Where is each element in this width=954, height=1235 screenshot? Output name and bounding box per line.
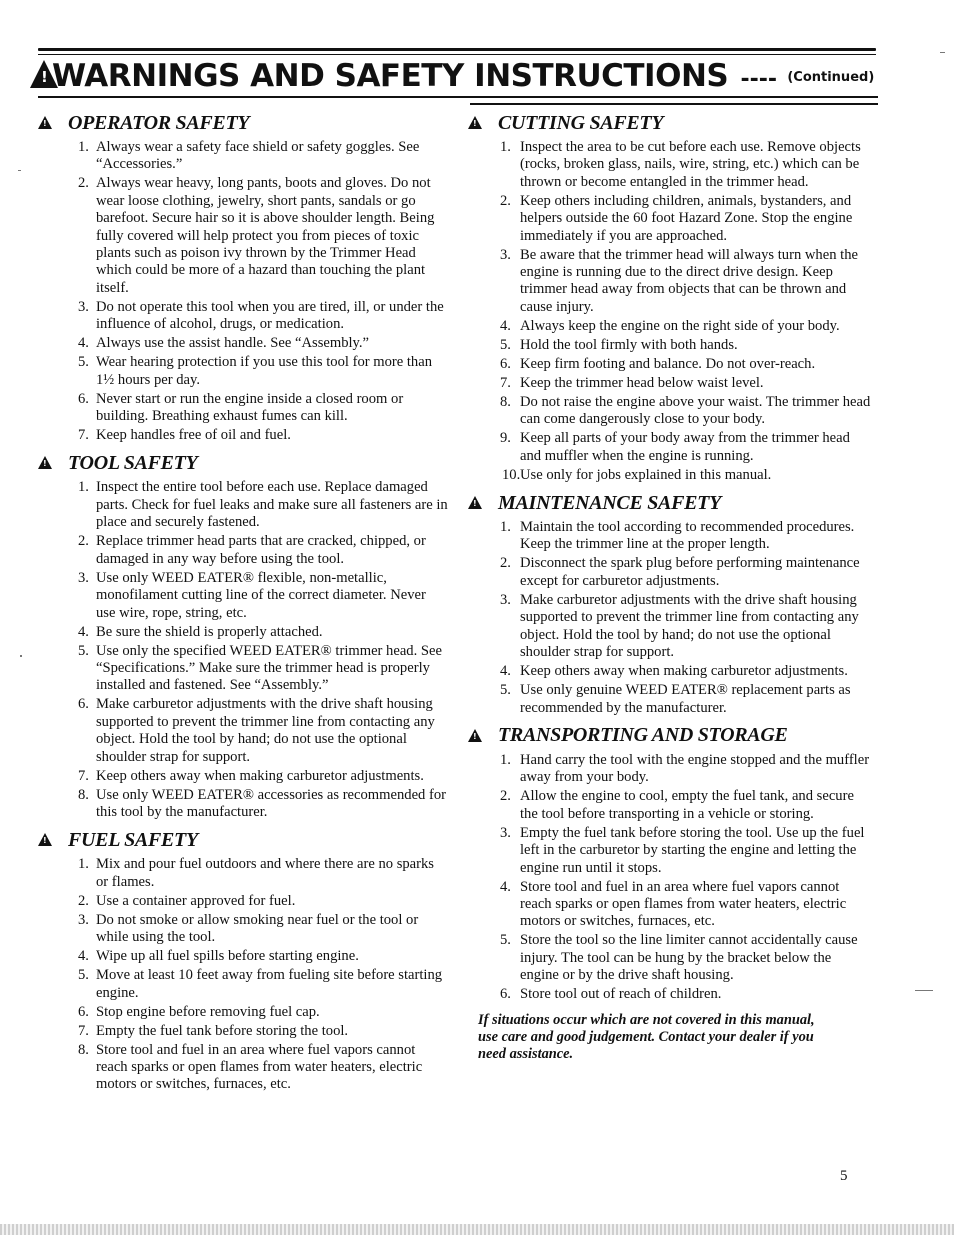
- right-column-rule: [470, 103, 878, 105]
- item-text: Always keep the engine on the right side of your body.: [520, 317, 840, 334]
- item-text: Do not operate this tool when you are tired, ill, or under the influence of alcohol, drugs, or medication.: [96, 298, 444, 333]
- item-number: 1.: [500, 519, 511, 536]
- item-number: 2.: [78, 533, 89, 550]
- item-text: Never start or run the engine inside a closed room or building. Breathing exhaust fumes can kill.: [96, 390, 404, 425]
- item-number: 5.: [500, 932, 511, 949]
- item-number: 10.: [502, 466, 521, 483]
- margin-mark: [18, 170, 21, 171]
- section-title: TRANSPORTING AND STORAGE: [498, 724, 788, 747]
- item-text: Store tool and fuel in an area where fuel vapors cannot reach sparks or open flames from water heaters, electric motors or switches, furnaces, etc.: [96, 1041, 423, 1093]
- list-item: [38, 893, 448, 910]
- section-operator-safety: [38, 110, 448, 444]
- list-item: [468, 375, 873, 392]
- list-item: [38, 967, 448, 1002]
- item-number: 2.: [500, 192, 511, 209]
- item-text: Keep others away when making carburetor adjustments.: [96, 767, 424, 784]
- item-number: 1.: [78, 479, 89, 496]
- item-number: 6.: [500, 986, 511, 1003]
- item-text: Keep others away when making carburetor adjustments.: [520, 663, 848, 680]
- list-item: [468, 592, 873, 662]
- list-item: [38, 787, 448, 822]
- list-item: [468, 519, 873, 554]
- item-text: Use only WEED EATER® flexible, non-metallic, monofilament cutting line of the correct diameter. Never use wire, rope, string, etc.: [96, 569, 426, 621]
- item-number: 1.: [500, 139, 511, 155]
- item-number: 5.: [78, 967, 89, 984]
- list-item: [38, 479, 448, 531]
- item-number: 3.: [500, 591, 511, 608]
- instruction-list: [38, 479, 448, 821]
- list-item: [38, 1042, 448, 1094]
- list-item: [38, 912, 448, 947]
- item-text: Do not smoke or allow smoking near fuel or the tool or while using the tool.: [96, 911, 419, 946]
- item-text: Make carburetor adjustments with the drive shaft housing supported to prevent the trimmer line from contacting any object. Hold the tool by hand; do not use the optional shoulder strap for support.: [96, 696, 435, 765]
- warning-triangle-icon: [38, 456, 52, 470]
- list-item: [468, 394, 873, 429]
- item-number: 7.: [78, 1022, 89, 1039]
- instruction-list: [468, 752, 873, 1004]
- list-item: [38, 391, 448, 426]
- list-item: [468, 788, 873, 823]
- item-text: Always wear a safety face shield or safety goggles. See “Accessories.”: [96, 139, 420, 173]
- item-text: Store tool and fuel in an area where fuel vapors cannot reach sparks or open flames from water heaters, electric motors or switches, furnaces, etc.: [520, 878, 847, 930]
- item-number: 6.: [78, 390, 89, 407]
- list-item: [38, 696, 448, 766]
- item-number: 6.: [78, 1003, 89, 1020]
- item-text: Keep all parts of your body away from the trimmer head and muffler when the engine is running.: [520, 430, 850, 464]
- list-item: [468, 663, 873, 680]
- item-text: Keep the trimmer head below waist level.: [520, 374, 764, 391]
- item-number: 2.: [78, 892, 89, 909]
- item-text: Replace trimmer head parts that are cracked, chipped, or damaged in any way before using the tool.: [96, 533, 426, 567]
- item-text: Hold the tool firmly with both hands.: [520, 336, 738, 353]
- section-header: [468, 490, 873, 516]
- item-text: Maintain the tool according to recommended procedures. Keep the trimmer line at the proper length.: [520, 519, 855, 553]
- item-number: 8.: [500, 393, 511, 410]
- item-text: Stop engine before removing fuel cap.: [96, 1003, 320, 1020]
- item-number: 4.: [500, 317, 511, 334]
- list-item: [468, 356, 873, 373]
- section-header: [38, 110, 448, 136]
- list-item: [38, 299, 448, 334]
- list-item: [468, 682, 873, 717]
- item-number: 3.: [78, 569, 89, 586]
- item-number: 5.: [78, 354, 89, 371]
- list-item: [468, 430, 873, 465]
- list-item: [468, 467, 873, 484]
- item-number: 1.: [78, 139, 89, 155]
- item-number: 4.: [78, 948, 89, 965]
- item-text: Mix and pour fuel outdoors and where there are no sparks or flames.: [96, 856, 434, 890]
- margin-mark: [915, 990, 933, 991]
- warning-triangle-icon: [468, 729, 482, 743]
- section-title: CUTTING SAFETY: [498, 111, 664, 134]
- item-text: Use only WEED EATER® accessories as recommended for this tool by the manufacturer.: [96, 786, 447, 820]
- section-header: [468, 110, 873, 136]
- section-title: FUEL SAFETY: [68, 828, 198, 851]
- item-number: 3.: [78, 911, 89, 928]
- page-bottom-edge: [0, 1224, 954, 1235]
- item-text: Inspect the entire tool before each use. Replace damaged parts. Check for fuel leaks and make sure all fasteners are in place and securely fastened.: [96, 479, 448, 531]
- item-text: Do not raise the engine above your waist. The trimmer head can come dangerously close to your body.: [520, 393, 871, 428]
- item-text: Be sure the shield is properly attached.: [96, 623, 323, 640]
- section-maintenance-safety: [468, 490, 873, 717]
- item-number: 1.: [500, 751, 511, 768]
- list-item: [468, 193, 873, 245]
- warning-triangle-icon: [468, 496, 482, 510]
- item-text: Empty the fuel tank before storing the tool. Use up the fuel left in the carburetor by starting the engine and letting the engine run until it stops.: [520, 824, 865, 876]
- item-text: Inspect the area to be cut before each use. Remove objects (rocks, broken glass, nails, wire, string, etc.) which can be thrown or become entangled in the trimmer head.: [520, 139, 861, 190]
- list-item: [38, 1023, 448, 1040]
- section-fuel-safety: [38, 827, 448, 1093]
- instruction-list: [38, 856, 448, 1093]
- right-column: [468, 110, 873, 1064]
- margin-mark: [940, 52, 945, 53]
- item-number: 2.: [500, 555, 511, 572]
- section-tool-safety: [38, 450, 448, 821]
- list-item: [38, 948, 448, 965]
- item-number: 4.: [500, 878, 511, 895]
- list-item: [38, 139, 448, 174]
- section-title: OPERATOR SAFETY: [68, 111, 250, 134]
- list-item: [468, 337, 873, 354]
- item-text: Be aware that the trimmer head will always turn when the engine is running due to the direct drive design. Keep trimmer head away from objects that can be thrown and cause injury.: [520, 246, 858, 315]
- instruction-list: [468, 519, 873, 717]
- item-text: Allow the engine to cool, empty the fuel tank, and secure the tool before transporting in a vehicle or storing.: [520, 788, 854, 822]
- warning-triangle-icon: [38, 116, 52, 130]
- margin-mark: [20, 655, 22, 657]
- list-item: [468, 247, 873, 317]
- list-item: [468, 986, 873, 1003]
- page-title-text: WARNINGS AND SAFETY INSTRUCTIONS: [52, 58, 729, 94]
- list-item: [38, 570, 448, 622]
- section-title: MAINTENANCE SAFETY: [498, 491, 721, 514]
- section-cutting-safety: [468, 110, 873, 484]
- item-text: Store tool out of reach of children.: [520, 986, 722, 1003]
- item-text: Wear hearing protection if you use this tool for more than 1½ hours per day.: [96, 354, 433, 388]
- instruction-list: [468, 139, 873, 484]
- header-rule-thin: [38, 54, 876, 55]
- item-number: 7.: [500, 374, 511, 391]
- item-text: Hand carry the tool with the engine stopped and the muffler away from your body.: [520, 751, 870, 786]
- item-text: Keep handles free of oil and fuel.: [96, 427, 291, 444]
- list-item: [38, 335, 448, 352]
- list-item: [38, 643, 448, 695]
- list-item: [38, 1004, 448, 1021]
- list-item: [468, 825, 873, 877]
- list-item: [38, 354, 448, 389]
- item-number: 9.: [500, 430, 511, 447]
- item-number: 7.: [78, 427, 89, 444]
- item-number: 3.: [500, 824, 511, 841]
- section-header: [38, 450, 448, 476]
- list-item: [468, 318, 873, 335]
- item-text: Use only genuine WEED EATER® replacement parts as recommended by the manufacturer.: [520, 682, 851, 716]
- right-sections: [468, 110, 873, 1004]
- item-number: 6.: [78, 696, 89, 713]
- section-title: TOOL SAFETY: [68, 451, 198, 474]
- item-number: 4.: [500, 663, 511, 680]
- left-column: [38, 110, 448, 1100]
- section-transporting-safety: [468, 723, 873, 1004]
- item-number: 8.: [78, 1041, 89, 1058]
- warning-triangle-icon: [30, 60, 58, 88]
- item-text: Wipe up all fuel spills before starting engine.: [96, 948, 359, 965]
- title-underline: [38, 96, 878, 98]
- title-continued: (Continued): [787, 70, 875, 85]
- item-number: 5.: [78, 642, 89, 659]
- page-number: 5: [840, 1168, 848, 1184]
- list-item: [38, 175, 448, 297]
- item-number: 4.: [78, 335, 89, 352]
- item-number: 6.: [500, 355, 511, 372]
- warning-triangle-icon: [468, 116, 482, 130]
- section-header: [38, 827, 448, 853]
- list-item: [38, 427, 448, 444]
- list-item: [38, 624, 448, 641]
- item-number: 3.: [500, 246, 511, 263]
- list-item: [38, 533, 448, 568]
- item-text: Disconnect the spark plug before performing maintenance except for carburetor adjustments.: [520, 555, 860, 589]
- item-number: 1.: [78, 856, 89, 873]
- item-text: Empty the fuel tank before storing the tool.: [96, 1022, 349, 1039]
- item-text: Always use the assist handle. See “Assembly.”: [96, 335, 370, 352]
- list-item: [38, 856, 448, 891]
- item-number: 5.: [500, 336, 511, 353]
- warning-triangle-icon: [38, 833, 52, 847]
- list-item: [468, 139, 873, 191]
- item-text: Use only for jobs explained in this manual.: [520, 466, 772, 483]
- item-text: Keep firm footing and balance. Do not over-reach.: [520, 355, 816, 372]
- header-rule-thick: [38, 48, 876, 51]
- item-text: Keep others including children, animals, bystanders, and helpers outside the 60 foot Hazard Zone. Stop the engine immediately if you are approached.: [520, 192, 853, 244]
- item-number: 7.: [78, 767, 89, 784]
- list-item: [468, 879, 873, 931]
- closing-note: If situations occur which are not covered in this manual, use care and good judgement. Contact your dealer if you need assistance.: [478, 1011, 815, 1063]
- list-item: [468, 752, 873, 787]
- section-header: [468, 723, 873, 749]
- item-number: 5.: [500, 682, 511, 699]
- list-item: [468, 932, 873, 984]
- list-item: [38, 768, 448, 785]
- item-number: 3.: [78, 298, 89, 315]
- title-dashes: ----: [740, 67, 778, 92]
- item-number: 2.: [78, 175, 89, 192]
- item-text: Move at least 10 feet away from fueling site before starting engine.: [96, 967, 443, 1001]
- page-title: [30, 56, 890, 96]
- item-text: Use a container approved for fuel.: [96, 892, 296, 909]
- item-number: 4.: [78, 623, 89, 640]
- item-text: Make carburetor adjustments with the drive shaft housing supported to prevent the trimmer line from contacting any object. Hold the tool by hand; do not use the optional shoulder strap for support.: [520, 591, 859, 661]
- item-text: Always wear heavy, long pants, boots and gloves. Do not wear loose clothing, jewelry, short pants, sandals or go barefoot. Secure hair so it is above shoulder length. Being fully covered will help protect you from pieces of toxic plants such as poison ivy thrown by the Trimmer Head which could be more of a hazard than touching the plant itself.: [96, 175, 435, 296]
- instruction-list: [38, 139, 448, 444]
- item-text: Use only the specified WEED EATER® trimmer head. See “Specifications.” Make sure the trimmer head is properly installed and fastened. See “Assembly.”: [96, 642, 442, 694]
- item-number: 8.: [78, 786, 89, 803]
- item-number: 2.: [500, 788, 511, 805]
- item-text: Store the tool so the line limiter cannot accidentally cause injury. The tool can be hung by the bracket below the engine or by the drive shaft housing.: [520, 932, 858, 984]
- list-item: [468, 555, 873, 590]
